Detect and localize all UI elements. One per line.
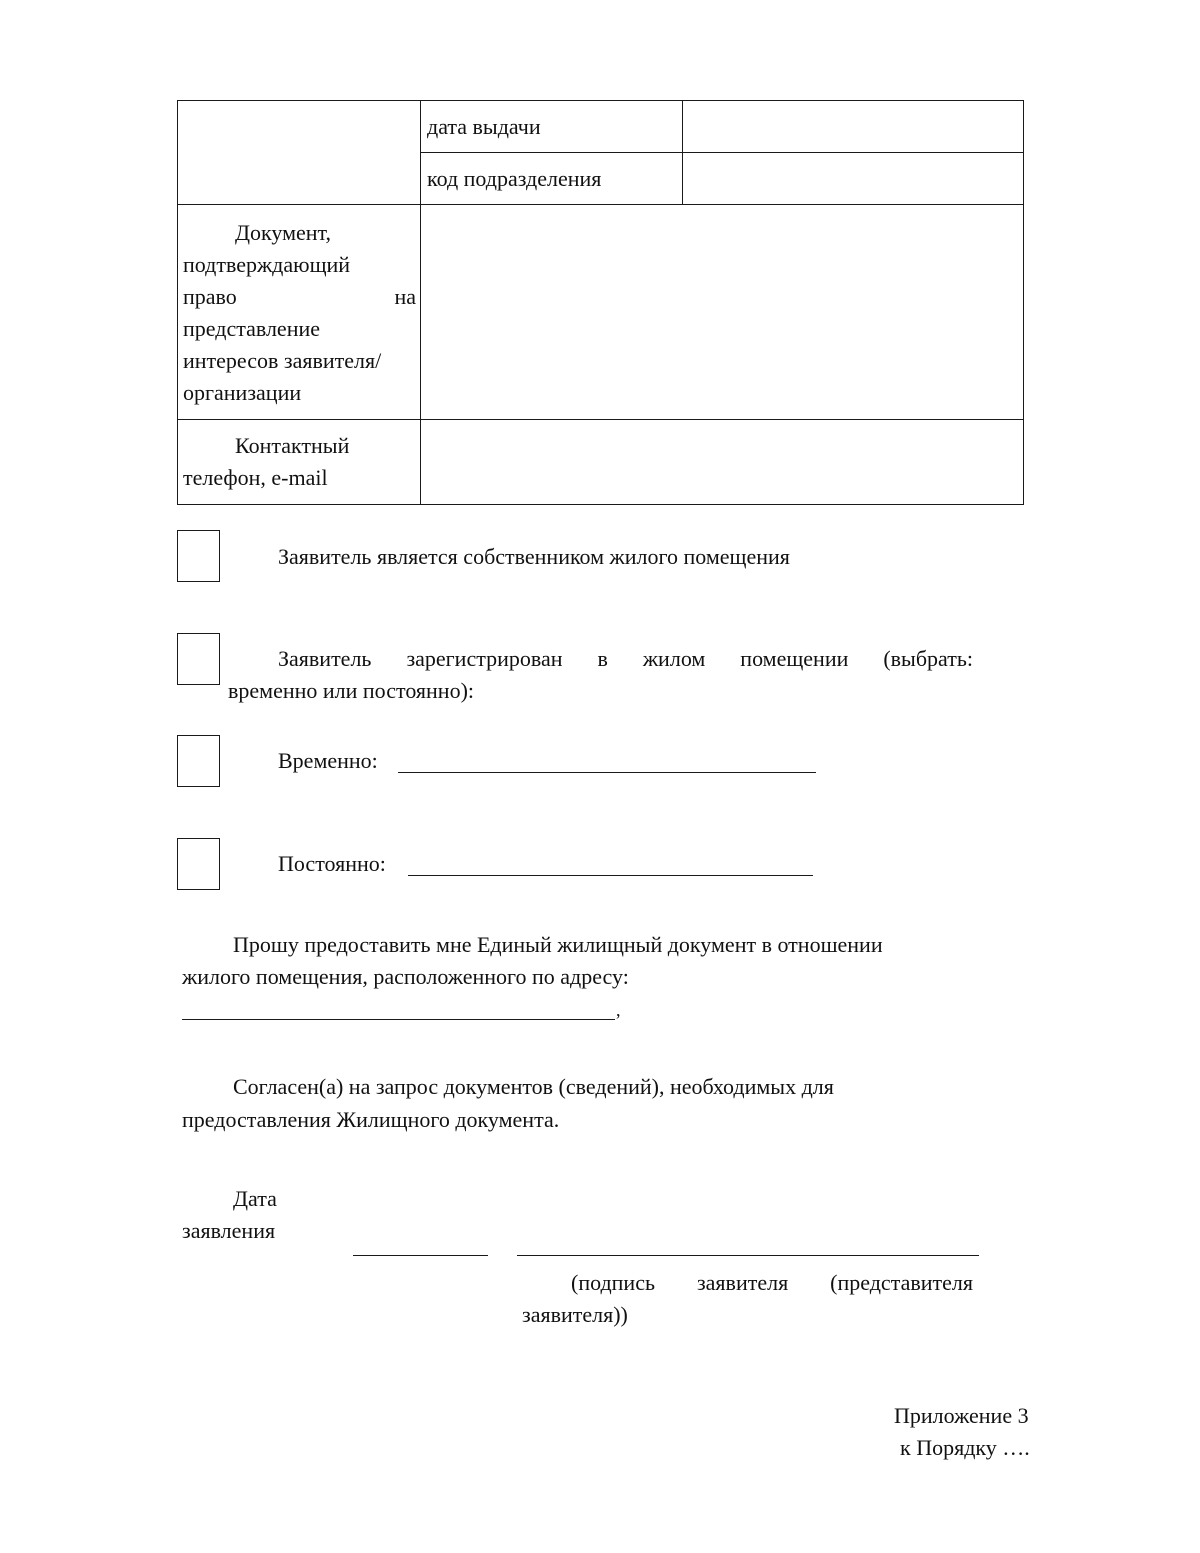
- temporary-checkbox[interactable]: [177, 735, 220, 787]
- request-text-line1: Прошу предоставить мне Единый жилищный документ в отношении: [233, 932, 883, 957]
- label-line: Контактный: [235, 433, 350, 458]
- address-field[interactable]: [182, 1019, 615, 1020]
- table-row: [178, 420, 1024, 505]
- label-line: телефон, e-mail: [183, 465, 328, 490]
- signature-caption-line2: заявителя)): [522, 1302, 628, 1327]
- label-line: подтверждающий: [183, 252, 351, 277]
- owner-checkbox[interactable]: [177, 530, 220, 582]
- registered-checkbox-label-cont: временно или постоянно):: [228, 678, 475, 703]
- consent-text-line1: Согласен(а) на запрос документов (сведений), необходимых для: [233, 1074, 834, 1099]
- issue-date-label-cell: [421, 101, 683, 153]
- table-row: [178, 205, 1024, 420]
- date-label-line1: Дата: [233, 1186, 277, 1211]
- issue-date-field[interactable]: [683, 101, 1024, 153]
- signature-field[interactable]: [517, 1255, 979, 1256]
- division-code-label-cell: [421, 153, 683, 205]
- temporary-label: Временно:: [278, 748, 378, 773]
- label-line: интересов заявителя/: [183, 348, 382, 373]
- table-row: [178, 101, 1024, 153]
- issue-date-label: дата выдачи: [427, 114, 541, 139]
- empty-label-cell: [178, 101, 421, 205]
- appendix-title: Приложение 3: [894, 1403, 1029, 1428]
- registered-checkbox-label: Заявитель зарегистрирован в жилом помещении (выбрать:: [278, 646, 973, 671]
- permanent-checkbox[interactable]: [177, 838, 220, 890]
- permanent-label: Постоянно:: [278, 851, 386, 876]
- request-text-line2: жилого помещения, расположенного по адресу:: [182, 964, 629, 989]
- signature-caption-line1: (подпись заявителя (представителя: [571, 1270, 973, 1295]
- owner-checkbox-label: Заявитель является собственником жилого помещения: [278, 544, 790, 569]
- applicant-table: [177, 100, 1024, 505]
- label-word: право: [183, 284, 237, 309]
- division-code-label: код подразделения: [427, 166, 602, 191]
- contact-field[interactable]: [421, 420, 1024, 505]
- label-word: на: [394, 284, 416, 309]
- division-code-field[interactable]: [683, 153, 1024, 205]
- date-label-line2: заявления: [182, 1218, 276, 1243]
- temporary-date-field[interactable]: [398, 772, 816, 773]
- label-line: Документ,: [235, 220, 332, 245]
- permanent-date-field[interactable]: [408, 875, 813, 876]
- authority-doc-field[interactable]: [421, 205, 1024, 420]
- address-comma: ,: [616, 1000, 621, 1020]
- authority-doc-label: [178, 205, 420, 419]
- authority-doc-label-cell: [178, 205, 421, 420]
- contact-label: [178, 420, 420, 504]
- label-line: представление: [183, 316, 321, 341]
- registered-checkbox[interactable]: [177, 633, 220, 685]
- appendix-subtitle: к Порядку ….: [900, 1435, 1030, 1460]
- date-field[interactable]: [353, 1255, 488, 1256]
- label-line: [183, 281, 416, 313]
- consent-text-line2: предоставления Жилищного документа.: [182, 1107, 560, 1132]
- label-line: организации: [183, 380, 302, 405]
- contact-label-cell: [178, 420, 421, 505]
